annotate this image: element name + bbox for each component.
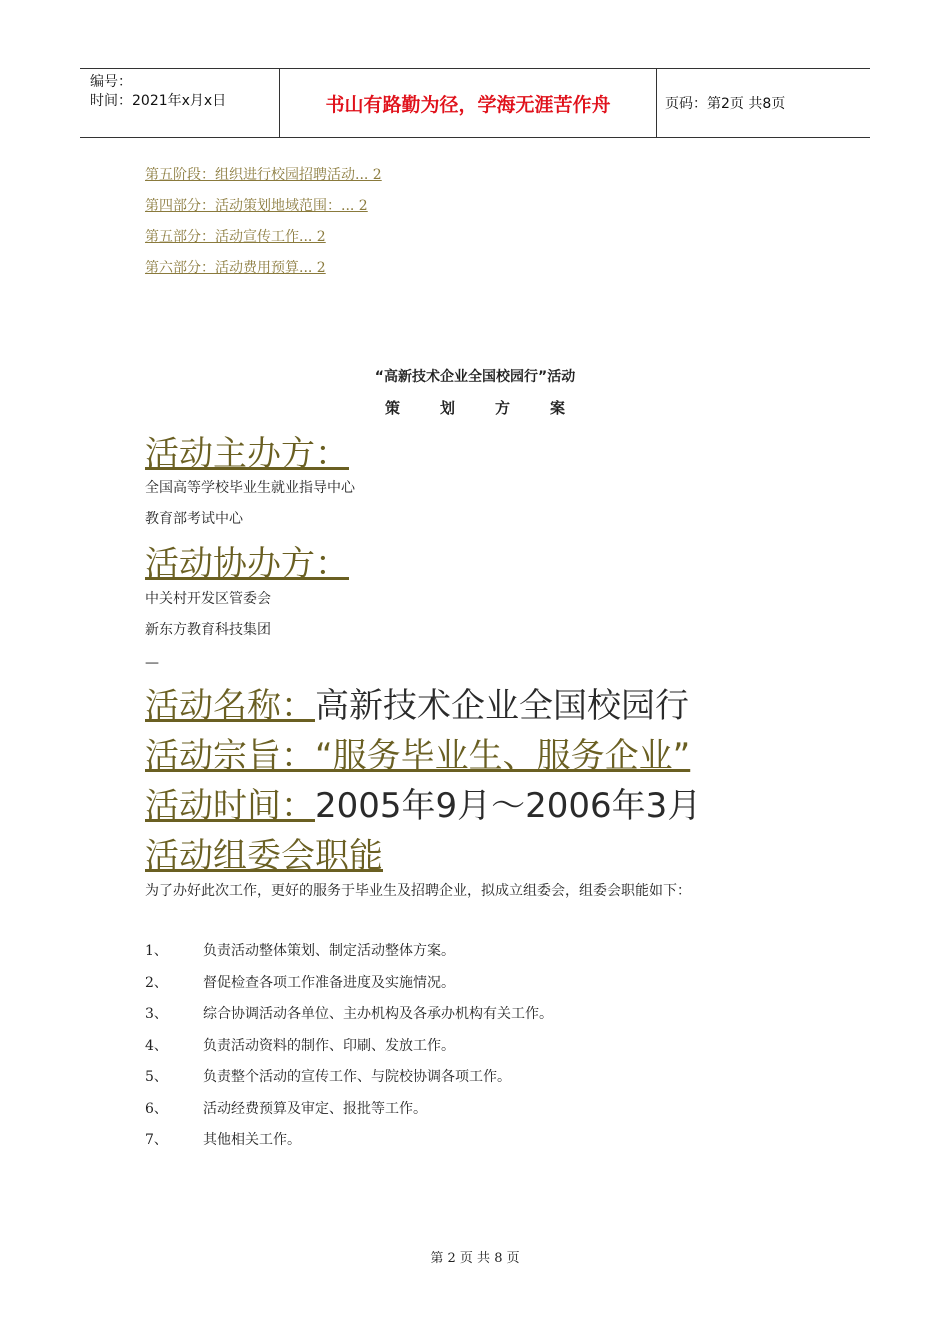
toc-link[interactable]: 第五部分：活动宣传工作... 2 (145, 229, 326, 245)
list-number: 3、 (145, 1006, 168, 1022)
activity-name-line (145, 684, 689, 728)
list-text: 负责活动整体策划、制定活动整体方案。 (203, 943, 455, 959)
list-number: 5、 (145, 1069, 168, 1085)
document-subtitle: 策划方案 (384, 399, 605, 417)
list-text: 负责整个活动的宣传工作、与院校协调各项工作。 (203, 1069, 511, 1085)
list-text: 综合协调活动各单位、主办机构及各承办机构有关工作。 (203, 1006, 553, 1022)
motto: 书山有路勤为径，学海无涯苦作舟 (280, 69, 657, 137)
list-item (145, 1100, 553, 1132)
activity-time-value: 2005年9月～2006年3月 (315, 786, 702, 826)
co-organizer-item: 中关村开发区管委会 (145, 591, 271, 607)
organizer-item: 教育部考试中心 (145, 511, 243, 527)
committee-duties-list (145, 942, 553, 1163)
list-text: 活动经费预算及审定、报批等工作。 (203, 1100, 427, 1117)
toc-link[interactable]: 第五阶段：组织进行校园招聘活动... 2 (145, 167, 382, 183)
table-of-contents (145, 160, 382, 284)
organizer-heading-text: 活动主办方： (145, 434, 349, 474)
activity-time-key: 活动时间： (145, 786, 315, 826)
activity-purpose-value: “服务毕业生、服务企业” (315, 736, 691, 776)
list-text: 督促检查各项工作准备进度及实施情况。 (203, 974, 455, 991)
list-item (145, 974, 553, 1006)
list-number: 1、 (145, 943, 168, 959)
co-organizer-item: 新东方教育科技集团 (145, 622, 271, 638)
time-label: 时间：2021年x月x日 (90, 93, 227, 109)
list-item (145, 1037, 553, 1069)
committee-heading (145, 834, 383, 878)
list-text: 其他相关工作。 (203, 1132, 301, 1148)
activity-name-value: 高新技术企业全国校园行 (315, 686, 689, 726)
list-number: 4、 (145, 1037, 168, 1054)
list-text: 负责活动资料的制作、印刷、发放工作。 (203, 1037, 455, 1054)
activity-purpose-line (145, 734, 690, 778)
committee-heading-text: 活动组委会职能 (145, 836, 383, 876)
toc-link[interactable]: 第四部分：活动策划地域范围：... 2 (145, 198, 368, 214)
list-number: 6、 (145, 1100, 168, 1117)
page-label: 页码：第2页 共8页 (665, 96, 786, 112)
number-label: 编号： (90, 74, 132, 90)
document-title: “高新技术企业全国校园行”活动 (374, 369, 576, 385)
list-number: 2、 (145, 974, 168, 991)
committee-intro: 为了办好此次工作，更好的服务于毕业生及招聘企业，拟成立组委会，组委会职能如下： (145, 883, 691, 899)
co-organizer-heading-text: 活动协办方： (145, 544, 349, 584)
activity-time-line (145, 784, 701, 828)
activity-purpose-key: 活动宗旨： (145, 736, 315, 776)
toc-link[interactable]: 第六部分：活动费用预算... 2 (145, 260, 326, 276)
page-footer: 第 2 页 共 8 页 (430, 1251, 520, 1266)
header-table (80, 68, 870, 138)
organizer-heading (145, 432, 349, 476)
co-organizer-heading (145, 542, 349, 586)
organizer-item: 全国高等学校毕业生就业指导中心 (145, 480, 355, 496)
list-item (145, 1131, 553, 1163)
activity-name-key: 活动名称： (145, 686, 315, 726)
list-item (145, 942, 553, 974)
header-info-cell (80, 69, 280, 137)
list-item (145, 1068, 553, 1100)
list-item (145, 1005, 553, 1037)
dash-line: — (145, 655, 159, 671)
list-number: 7、 (145, 1132, 168, 1148)
